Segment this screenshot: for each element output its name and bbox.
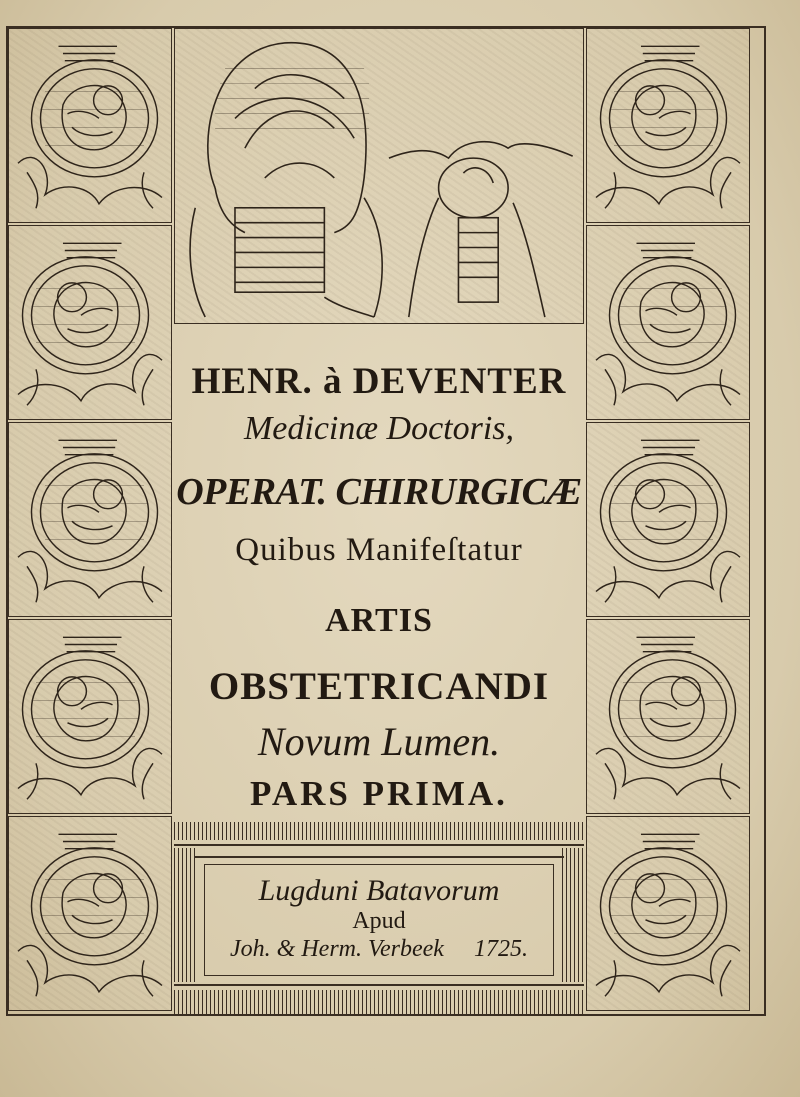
fetus-icon	[9, 29, 171, 222]
fetus-in-womb-4	[8, 619, 172, 814]
author-line: HENR. à DEVENTER	[191, 361, 567, 402]
imprint-printer: Joh. & Herm. Verbeek	[230, 936, 444, 962]
uterus-anatomy-icon	[175, 29, 583, 323]
phrase-line: Quibus Manifeſtatur	[235, 532, 523, 568]
part-line: PARS PRIMA.	[250, 774, 508, 813]
fetus-icon	[9, 817, 171, 1010]
fetus-in-womb-10	[586, 816, 750, 1011]
fetus-icon	[587, 620, 749, 813]
work-title: OPERAT. CHIRURGICÆ	[176, 471, 582, 513]
bottom-ornament-band	[174, 990, 584, 1014]
fetus-icon	[587, 226, 749, 419]
fetus-icon	[587, 423, 749, 616]
fetus-icon	[587, 817, 749, 1010]
fetus-in-womb-7	[586, 225, 750, 420]
subject-line: OBSTETRICANDI	[208, 665, 550, 708]
imprint-apud: Apud	[352, 908, 406, 934]
fetus-in-womb-1	[8, 28, 172, 223]
imprint-place: Lugduni Batavorum	[258, 874, 500, 907]
top-ornament-band	[174, 822, 584, 840]
fetus-in-womb-2	[8, 225, 172, 420]
fetus-icon	[9, 620, 171, 813]
degree-line: Medicinæ Doctoris,	[243, 410, 515, 447]
fetus-icon	[9, 226, 171, 419]
title-block	[174, 326, 584, 818]
fetus-in-womb-3	[8, 422, 172, 617]
fetus-icon	[9, 423, 171, 616]
fetus-in-womb-8	[586, 422, 750, 617]
rule	[174, 844, 584, 846]
imprint-year: 1725.	[473, 936, 528, 962]
rule	[194, 856, 564, 858]
fetus-in-womb-9	[586, 619, 750, 814]
novum-lumen-line: Novum Lumen.	[257, 719, 501, 764]
uterus-anatomy-engraving	[174, 28, 584, 324]
fetus-icon	[587, 29, 749, 222]
fetus-in-womb-6	[586, 28, 750, 223]
imprint-cartouche	[174, 822, 584, 1016]
fetus-in-womb-5	[8, 816, 172, 1011]
imprint-printer-line	[174, 936, 584, 963]
rule	[174, 984, 584, 986]
artis-line: ARTIS	[325, 602, 433, 639]
